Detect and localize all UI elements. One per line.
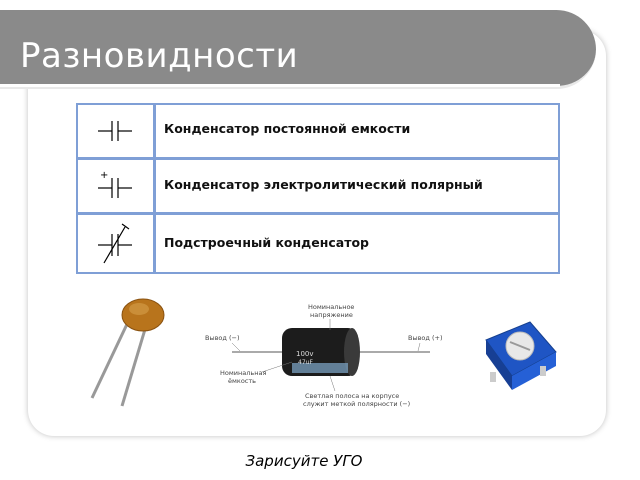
label-nominal-capacitance-2: ёмкость: [228, 377, 256, 385]
row-label: Подстроечный конденсатор: [164, 235, 369, 250]
label-nominal-voltage: Номинальное: [308, 303, 355, 311]
slide-footer: Зарисуйте УГО: [245, 452, 363, 470]
row-label: Конденсатор электролитический полярный: [164, 177, 483, 192]
label-stripe-2: служит меткой полярности (−): [303, 400, 411, 408]
polarity-mark: +: [100, 170, 109, 181]
label-nominal-capacitance: Номинальная: [220, 369, 267, 377]
slide-title: Разновидности: [20, 36, 299, 76]
ceramic-capacitor-icon: [92, 299, 164, 406]
trimmer-capacitor-photo-icon: [486, 322, 556, 390]
label-stripe: Светлая полоса на корпусе: [305, 392, 400, 400]
electrolytic-capacitor-icon: [205, 303, 442, 408]
body-text-voltage: 100v: [296, 350, 314, 358]
label-lead-minus: Вывод (−): [205, 334, 240, 342]
label-lead-plus: Вывод (+): [408, 334, 443, 342]
body-text-capacitance: 47uF: [298, 359, 313, 366]
row-label: Конденсатор постоянной емкости: [164, 121, 411, 136]
label-nominal-voltage-2: напряжение: [310, 311, 353, 319]
